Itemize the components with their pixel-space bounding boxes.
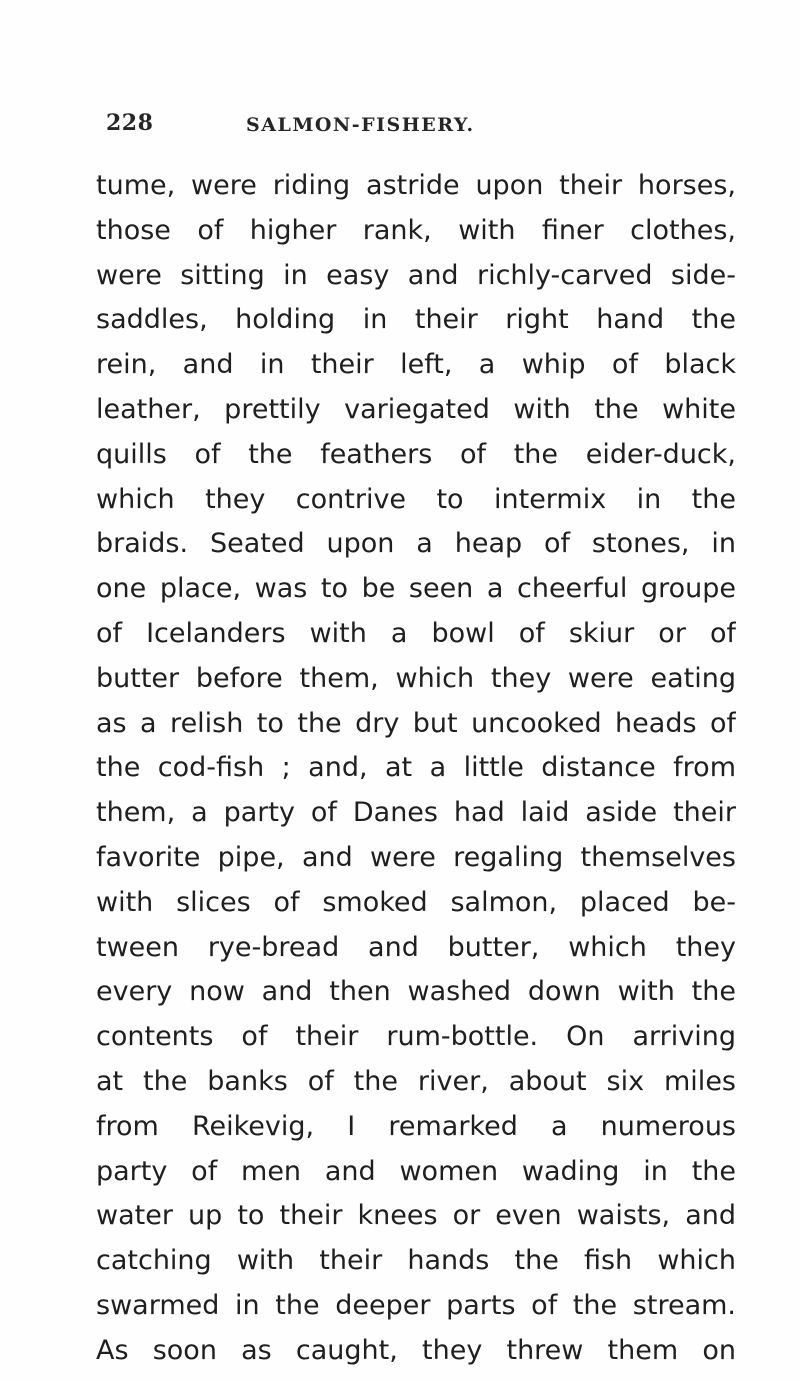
text-line: braids. Seated upon a heap of stones, in [96,528,736,560]
text-line: with slices of smoked salmon, placed be- [96,886,736,918]
text-line: swarmed in the deeper parts of the stream. [96,1289,736,1321]
text-line: leather, prettily variegated with the white [96,393,736,425]
text-line: quills of the feathers of the eider-duck, [96,438,736,470]
text-line: tume, were riding astride upon their horses, [96,170,736,201]
text-line: every now and then washed down with the [96,976,736,1008]
running-head [0,110,800,142]
text-line: contents of their rum-bottle. On arriving [96,1021,736,1053]
text-line: favorite pipe, and were regaling themselves [96,841,736,873]
text-line: from Reikevig, I remarked a numerous [96,1110,736,1142]
text-line: the cod-fish ; and, at a little distance from [96,752,736,784]
running-title: SALMON-FISHERY. [246,114,475,136]
text-line: catching with their hands the fish which [96,1245,736,1277]
text-line: them, a party of Danes had laid aside their [96,797,736,829]
page-number: 228 [106,110,154,136]
text-line: butter before them, which they were eating [96,662,736,694]
text-line: of Icelanders with a bowl of skiur or of [96,617,736,649]
text-line: water up to their knees or even waists, and [96,1200,736,1232]
text-line: one place, was to be seen a cheerful groupe [96,573,736,605]
text-line: tween rye-bread and butter, which they [96,931,736,963]
text-line: As soon as caught, they threw them on [96,1334,736,1366]
text-line: as a relish to the dry but uncooked heads of [96,707,736,739]
text-line: which they contrive to intermix in the [96,483,736,515]
text-line: those of higher rank, with finer clothes, [96,214,736,246]
text-line: at the banks of the river, about six miles [96,1065,736,1097]
text-line: were sitting in easy and richly-carved side- [96,259,736,291]
text-line: rein, and in their left, a whip of black [96,349,736,381]
text-line: party of men and women wading in the [96,1155,736,1187]
text-line: saddles, holding in their right hand the [96,304,736,336]
body-text [96,164,736,1374]
